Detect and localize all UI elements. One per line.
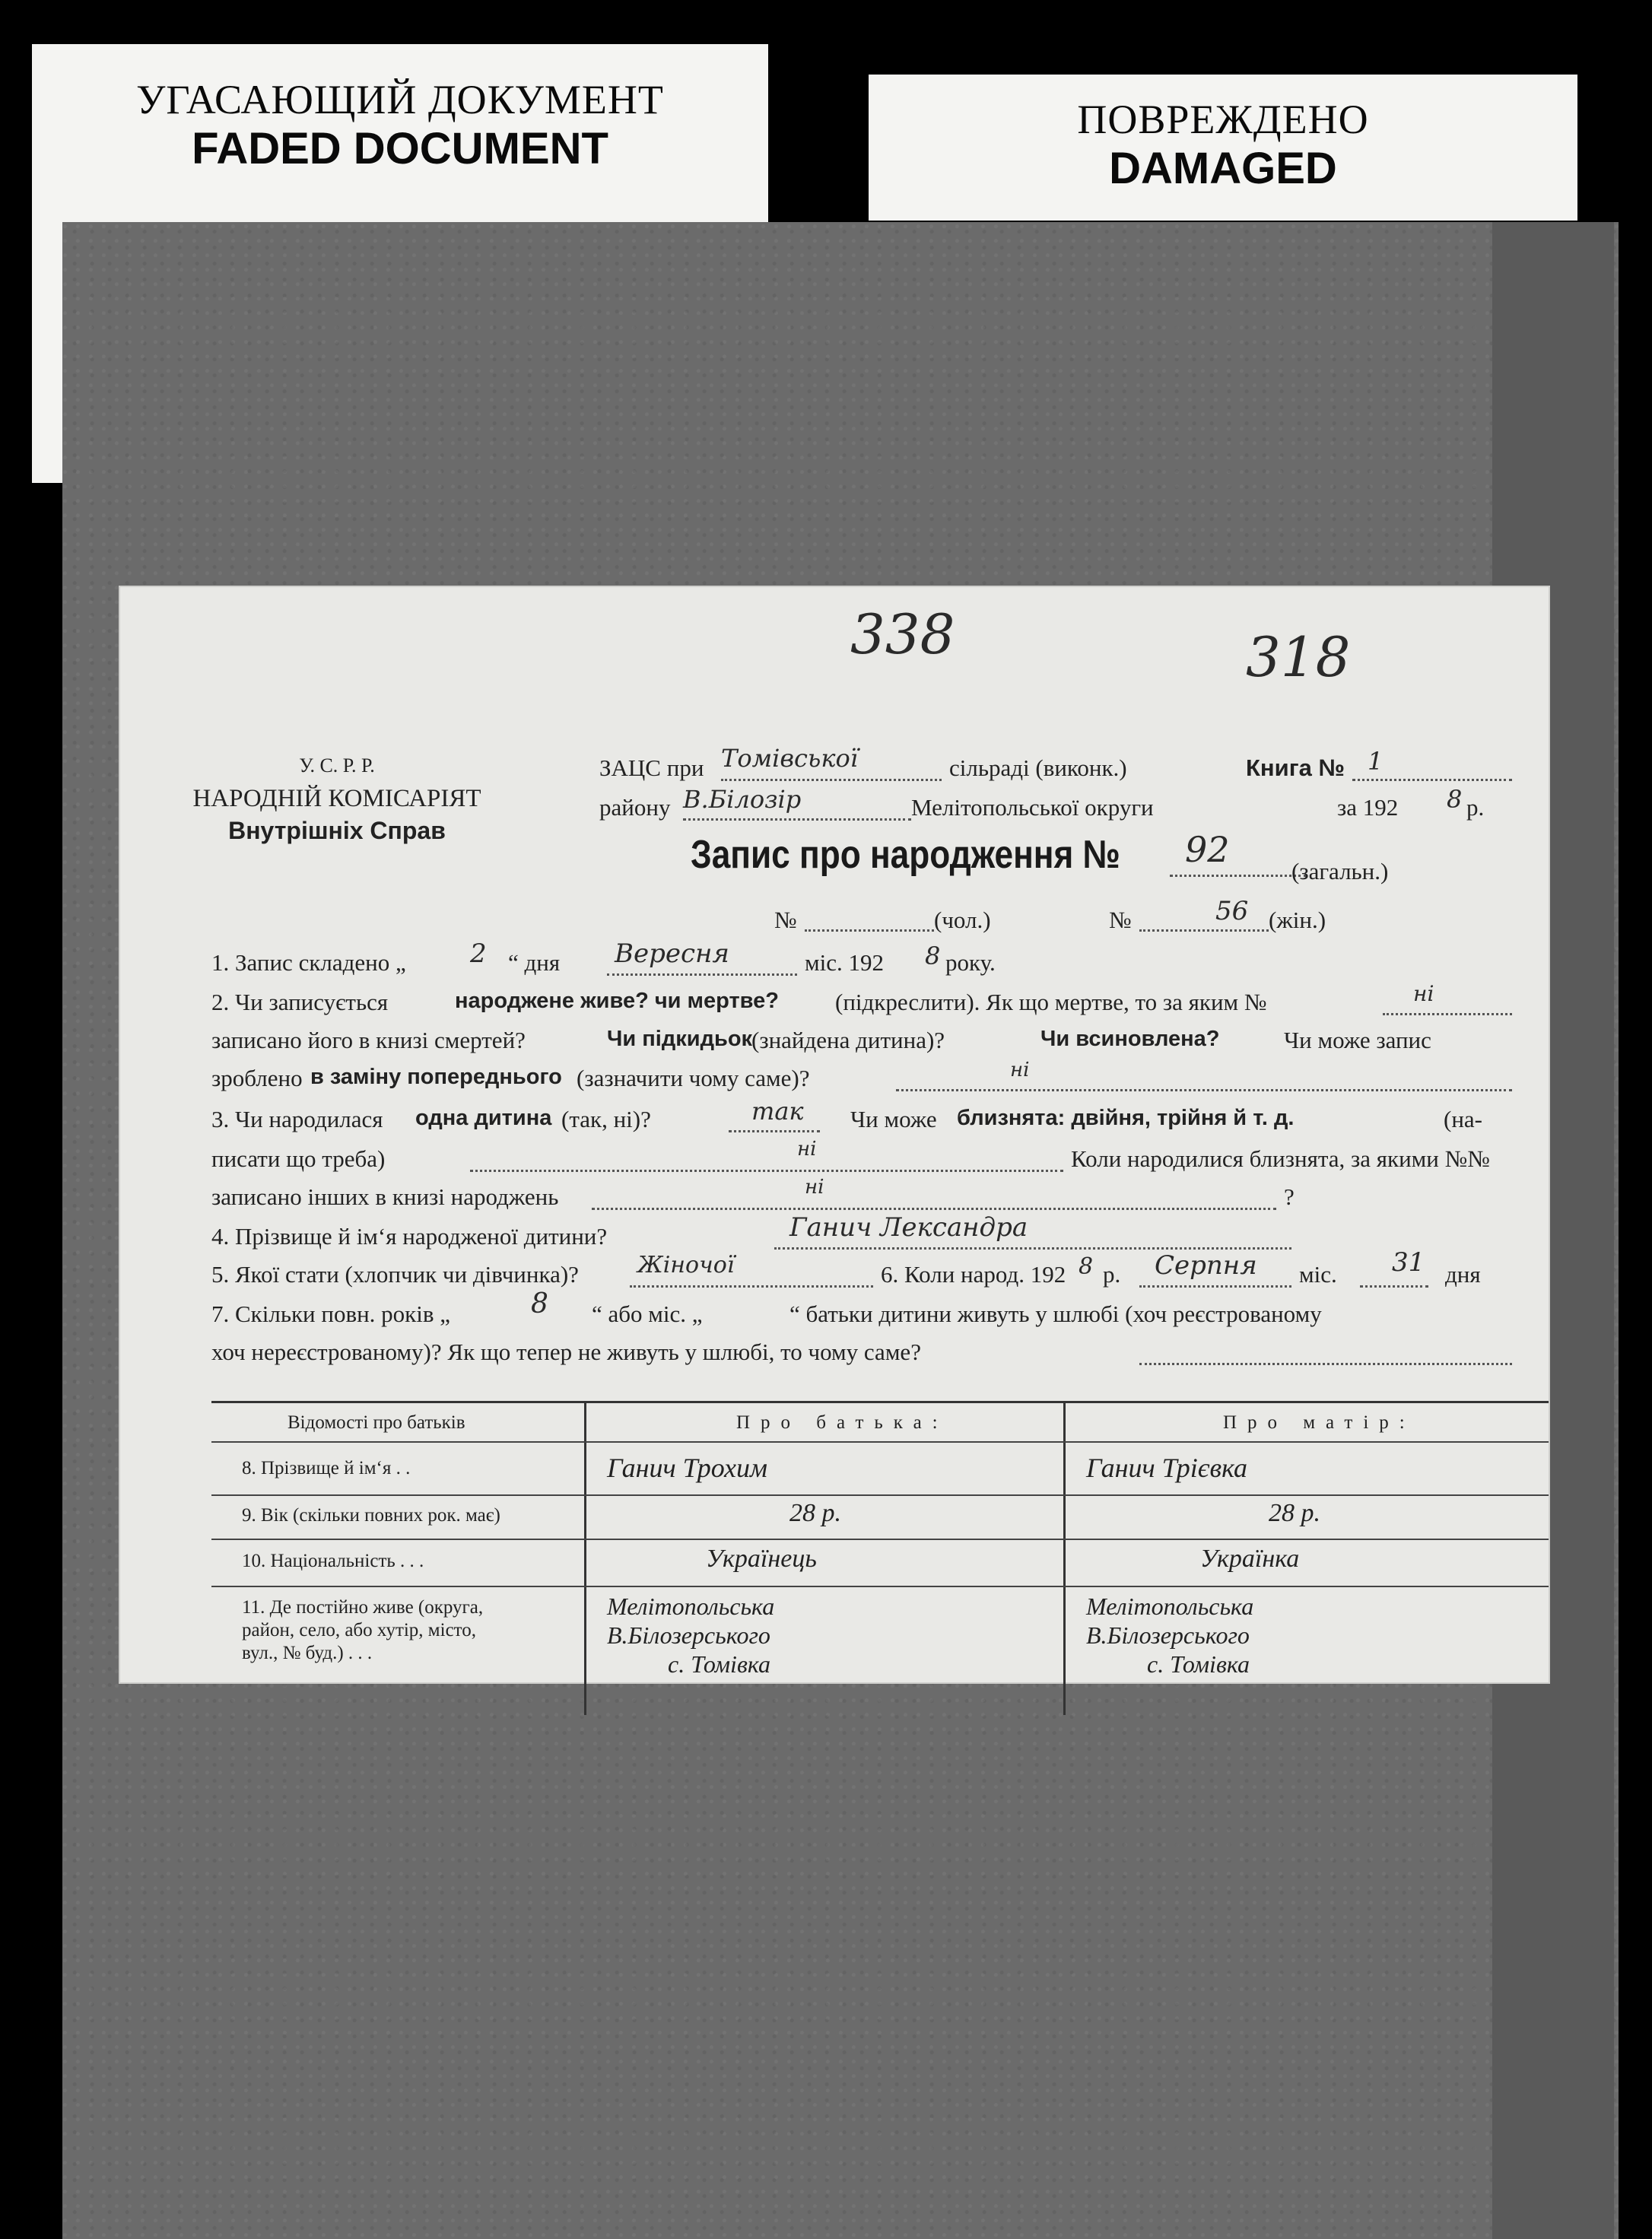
q3-l1b: одна дитина	[415, 1106, 552, 1130]
q3-l2-underline	[470, 1170, 1063, 1172]
q2-l2a: записано його в книзі смертей?	[211, 1027, 526, 1053]
sheet-number: 318	[1246, 625, 1351, 689]
row8-label: 8. Прізвище й ім‘я . .	[242, 1458, 411, 1478]
year-label: за 192	[1337, 794, 1399, 821]
q2-l1v: ні	[1413, 981, 1434, 1006]
q3-l1a: 3. Чи народилася	[211, 1106, 383, 1132]
female-no-prefix: №	[1109, 907, 1132, 933]
q1-month: Вересня	[615, 938, 729, 969]
q6-label: 6. Коли народ. 192	[881, 1261, 1066, 1288]
q2-l3b: в заміну попереднього	[310, 1065, 562, 1089]
q2-l2c: (знайдена дитина)?	[751, 1027, 945, 1053]
q3-l2b: Коли народилися близнята, за якими №№	[1071, 1145, 1490, 1172]
q3-l3a: записано інших в книзі народжень	[211, 1183, 559, 1210]
book-underline	[1352, 779, 1512, 781]
district-prefix: району	[599, 794, 671, 821]
parents-table	[211, 1401, 1549, 1715]
row11-label: 11. Де постійно живе (округа, район, село, або хутір, місто, вул., № буд.) . . .	[242, 1597, 484, 1663]
q3-l2a: писати що треба)	[211, 1145, 386, 1172]
q5-value: Жіночої	[637, 1252, 735, 1278]
q5-label: 5. Якої стати (хлопчик чи дівчинка)?	[211, 1261, 579, 1288]
q7-underline	[1139, 1363, 1512, 1365]
q5-underline	[630, 1285, 873, 1288]
q1-year: 8	[925, 942, 941, 970]
row9-mother: 28 р.	[1269, 1499, 1320, 1527]
q4-label: 4. Прізвище й ім‘я народженої дитини?	[211, 1223, 608, 1250]
q2-l2d: Чи всиновлена?	[1040, 1027, 1220, 1051]
record-underline	[1170, 875, 1307, 877]
q2-l2e: Чи може запис	[1284, 1027, 1431, 1053]
q6-year: 8	[1079, 1253, 1094, 1280]
q6-day-underline	[1360, 1285, 1428, 1288]
zags-suffix: сільраді (виконк.)	[949, 754, 1127, 781]
table-row-divider	[211, 1539, 1549, 1540]
q2-l3c: (зазначити чому саме)?	[577, 1065, 810, 1091]
row11-father: Мелітопольська В.Білозерського с. Томівка	[607, 1593, 775, 1678]
q6-r: р.	[1103, 1261, 1121, 1288]
q3-l1e: близнята: двійня, трійня й т. д.	[957, 1106, 1295, 1130]
q3-l1v: так	[751, 1097, 804, 1126]
row10-father: Українець	[706, 1545, 817, 1573]
table-row-divider	[211, 1494, 1549, 1496]
q7-years: 8	[531, 1288, 548, 1320]
row10-mother: Українка	[1200, 1545, 1300, 1573]
table-row-divider	[211, 1586, 1549, 1587]
district-suffix: Мелітопольської округи	[911, 794, 1154, 821]
table-head-mother: Про матір:	[1223, 1412, 1415, 1433]
commissariat-header: НАРОДНІЙ КОМІСАРІЯТ	[192, 785, 481, 812]
q7-l2: хоч нереєстрованому)? Як що тепер не живуть у шлюбі, то чому саме?	[211, 1339, 921, 1365]
q3-l3v: ні	[805, 1176, 824, 1199]
q2-l3-underline	[896, 1089, 1512, 1091]
q1-prefix: 1. Запис складено „	[211, 949, 406, 976]
q7-l1a: 7. Скільки повн. років „	[211, 1301, 450, 1327]
table-col-divider-2	[1063, 1403, 1066, 1715]
row11-mother: Мелітопольська В.Білозерського с. Томівка	[1086, 1593, 1254, 1678]
male-label: (чол.)	[934, 907, 991, 933]
internal-affairs-header: Внутрішніх Справ	[228, 817, 446, 844]
damaged-label	[869, 75, 1577, 221]
q3-l1f: (на-	[1444, 1106, 1482, 1132]
q2-l3v: ні	[1010, 1059, 1030, 1081]
q2-l3a: зроблено	[211, 1065, 303, 1091]
row9-label: 9. Вік (скільки повних рок. має)	[242, 1505, 500, 1526]
record-number: 92	[1185, 829, 1230, 870]
male-underline	[805, 929, 934, 932]
damaged-label-ru: ПОВРЕЖДЕНО	[1077, 97, 1369, 142]
q1-month-underline	[607, 973, 797, 976]
q3-l3b: ?	[1284, 1183, 1295, 1210]
q1-mid: “ дня	[508, 949, 561, 976]
q3-l3-underline	[592, 1208, 1276, 1210]
q2-l2b: Чи підкидьок	[607, 1027, 753, 1051]
q1-end: року.	[945, 949, 996, 976]
table-col-divider-1	[584, 1403, 586, 1715]
q7-l1c: “ батьки дитини живуть у шлюбі (хоч реєстрованому	[789, 1301, 1322, 1327]
book-value: 1	[1368, 747, 1384, 776]
q6-month: Серпня	[1155, 1250, 1257, 1281]
district-value: В.Білозір	[683, 785, 802, 814]
row8-mother: Ганич Трієвка	[1086, 1453, 1248, 1483]
table-head-info: Відомості про батьків	[288, 1412, 465, 1433]
q7-l1b: “ або міс. „	[592, 1301, 703, 1327]
ussr-header: У. С. Р. Р.	[299, 754, 375, 777]
faded-label-en: FADED DOCUMENT	[192, 124, 608, 173]
female-underline	[1139, 929, 1269, 932]
village-underline	[721, 779, 942, 781]
table-head-father: Про батька:	[736, 1412, 948, 1433]
q6-mis: міс.	[1299, 1261, 1337, 1288]
book-label: Книга №	[1246, 754, 1345, 781]
q1-mis: міс. 192	[805, 949, 884, 976]
table-row-divider	[211, 1441, 1549, 1443]
q6-day: 31	[1392, 1247, 1425, 1278]
female-value: 56	[1215, 896, 1249, 926]
q3-l2v: ні	[797, 1138, 817, 1161]
q3-l1-underline	[729, 1130, 820, 1132]
year-value: 8	[1447, 785, 1463, 814]
row10-label: 10. Національність . . .	[242, 1551, 424, 1571]
q2-l1b: народжене живе? чи мертве?	[455, 989, 779, 1013]
q2-l1c: (підкреслити). Як що мертве, то за яким №	[835, 989, 1267, 1015]
q1-day: 2	[470, 938, 487, 969]
q6-dnia: дня	[1445, 1261, 1481, 1288]
q3-l1d: Чи може	[850, 1106, 937, 1132]
year-suffix: р.	[1466, 794, 1485, 821]
q4-underline	[774, 1247, 1291, 1250]
row9-father: 28 р.	[789, 1499, 841, 1527]
general-label: (загальн.)	[1291, 858, 1389, 884]
damaged-label-en: DAMAGED	[1109, 144, 1337, 193]
row8-father: Ганич Трохим	[607, 1453, 767, 1483]
zags-prefix: ЗАЦС при	[599, 754, 704, 781]
q2-l1a: 2. Чи записується	[211, 989, 389, 1015]
record-title: Запис про народження №	[691, 833, 1120, 877]
male-no-prefix: №	[774, 907, 797, 933]
archive-number: 338	[850, 602, 955, 666]
faded-label-ru: УГАСАЮЩИЙ ДОКУМЕНТ	[136, 77, 664, 122]
birth-record-card	[120, 587, 1549, 1682]
q4-value: Ганич Лександра	[789, 1212, 1028, 1243]
q6-month-underline	[1139, 1285, 1291, 1288]
female-label: (жін.)	[1269, 907, 1326, 933]
village-value: Томівської	[721, 744, 858, 773]
q3-l1c: (так, ні)?	[561, 1106, 651, 1132]
district-underline	[683, 818, 911, 821]
q2-l1-underline	[1383, 1013, 1512, 1015]
